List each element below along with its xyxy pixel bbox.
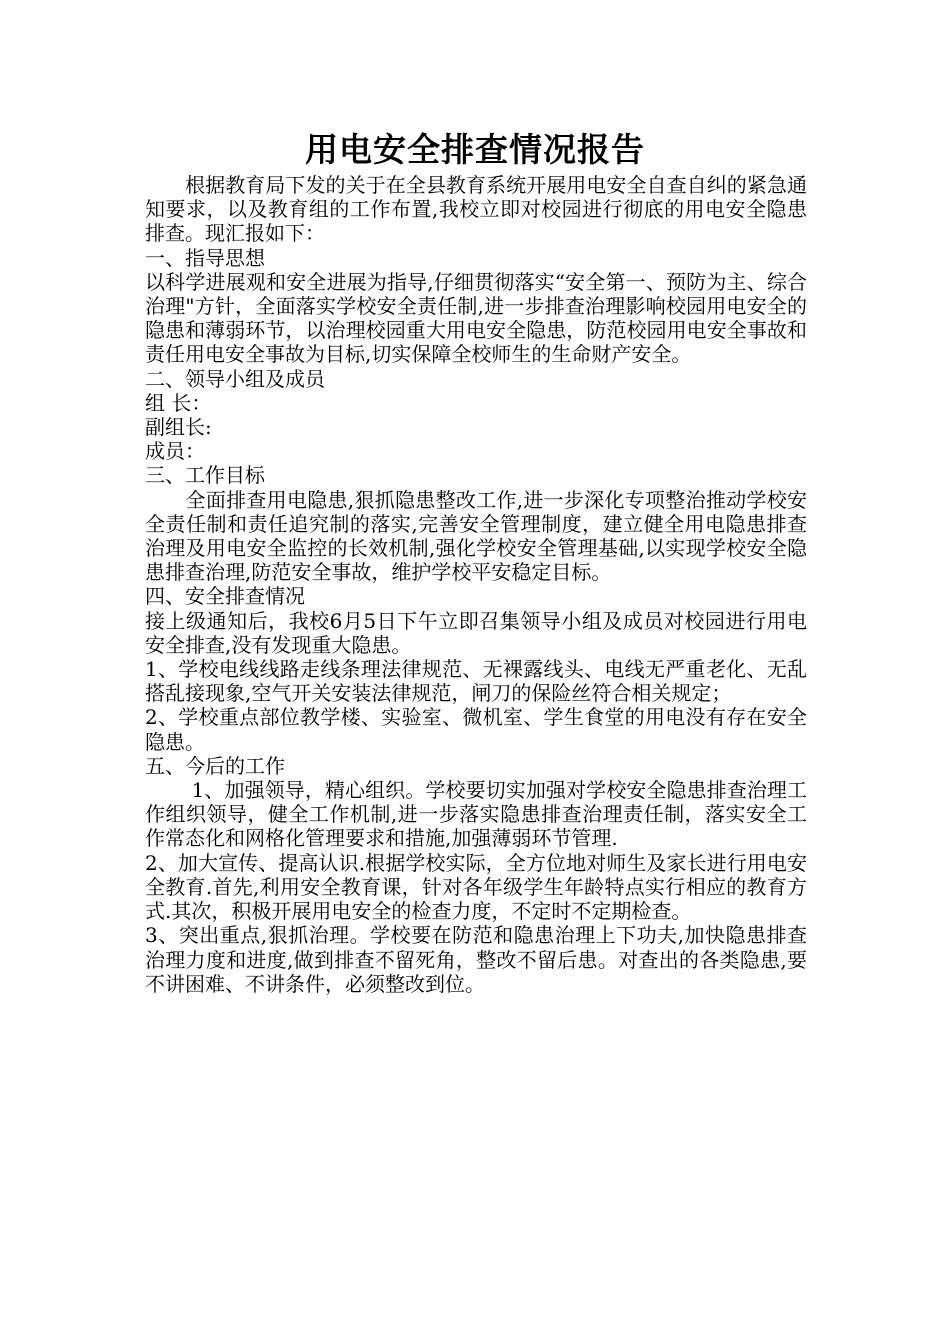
deputy-leader-line: 副组长: bbox=[145, 415, 212, 440]
future-work-item-1: 1、加强领导，精心组织。学校要切实加强对学校安全隐患排查治理工作组织领导，健全工作机制,进一步落实隐患排查治理责任制，落实安全工作常态化和网格化管理要求和措施,加强薄弱环节管理. bbox=[145, 778, 807, 851]
inspection-item-1: 1、学校电线线路走线条理法律规范、无裸露线头、电线无严重老化、无乱搭乱接现象,空气开关安装法律规范，闸刀的保险丝符合相关规定； bbox=[145, 657, 807, 706]
section-heading-4: 四、安全排查情况 bbox=[145, 584, 305, 609]
inspection-item-2: 2、学校重点部位教学楼、实验室、微机室、学生食堂的用电没有存在安全隐患。 bbox=[145, 705, 807, 754]
inspection-paragraph: 接上级通知后，我校6月5日下午立即召集领导小组及成员对校园进行用电安全排查,没有发现重大隐患。 bbox=[145, 608, 807, 657]
section-heading-1: 一、指导思想 bbox=[145, 245, 265, 270]
future-work-item-3: 3、突出重点,狠抓治理。学校要在防范和隐患治理上下功夫,加快隐患排查治理力度和进度,做到排查不留死角，整改不留后患。对查出的各类隐患,要不讲困难、不讲条件，必须整改到位。 bbox=[145, 923, 807, 996]
section-heading-5: 五、今后的工作 bbox=[145, 753, 285, 778]
intro-paragraph: 根据教育局下发的关于在全县教育系统开展用电安全自查自纠的紧急通知要求，以及教育组的工作布置,我校立即对校园进行彻底的用电安全隐患排查。现汇报如下： bbox=[145, 173, 807, 246]
leader-line: 组 长： bbox=[145, 390, 212, 415]
document-title: 用电安全排查情况报告 bbox=[305, 130, 645, 169]
guiding-thought-paragraph: 以科学进展观和安全进展为指导,仔细贯彻落实“安全第一、预防为主、综合治理"方针，全面落实学校安全责任制,进一步排查治理影响校园用电安全的隐患和薄弱环节，以治理校园重大用电安全隐患，防范校园用电安全事故和责任用电安全事故为目标,切实保障全校师生的生命财产安全。 bbox=[145, 269, 807, 367]
section-heading-3: 三、工作目标 bbox=[145, 463, 265, 488]
members-line: 成员： bbox=[145, 439, 205, 464]
section-heading-2: 二、领导小组及成员 bbox=[145, 366, 325, 391]
future-work-item-2: 2、加大宣传、提高认识.根据学校实际，全方位地对师生及家长进行用电安全教育.首先,利用安全教育课，针对各年级学生年龄特点实行相应的教育方式.其次，积极开展用电安全的检查力度，不定时不定期检查。 bbox=[145, 850, 807, 924]
work-goal-paragraph: 全面排查用电隐患,狠抓隐患整改工作,进一步深化专项整治推动学校安全责任制和责任追究制的落实,完善安全管理制度，建立健全用电隐患排查治理及用电安全监控的长效机制,强化学校安全管理基础,以实现学校安全隐患排查治理,防范安全事故，维护学校平安稳定目标。 bbox=[145, 487, 807, 585]
document-body bbox=[145, 173, 807, 996]
